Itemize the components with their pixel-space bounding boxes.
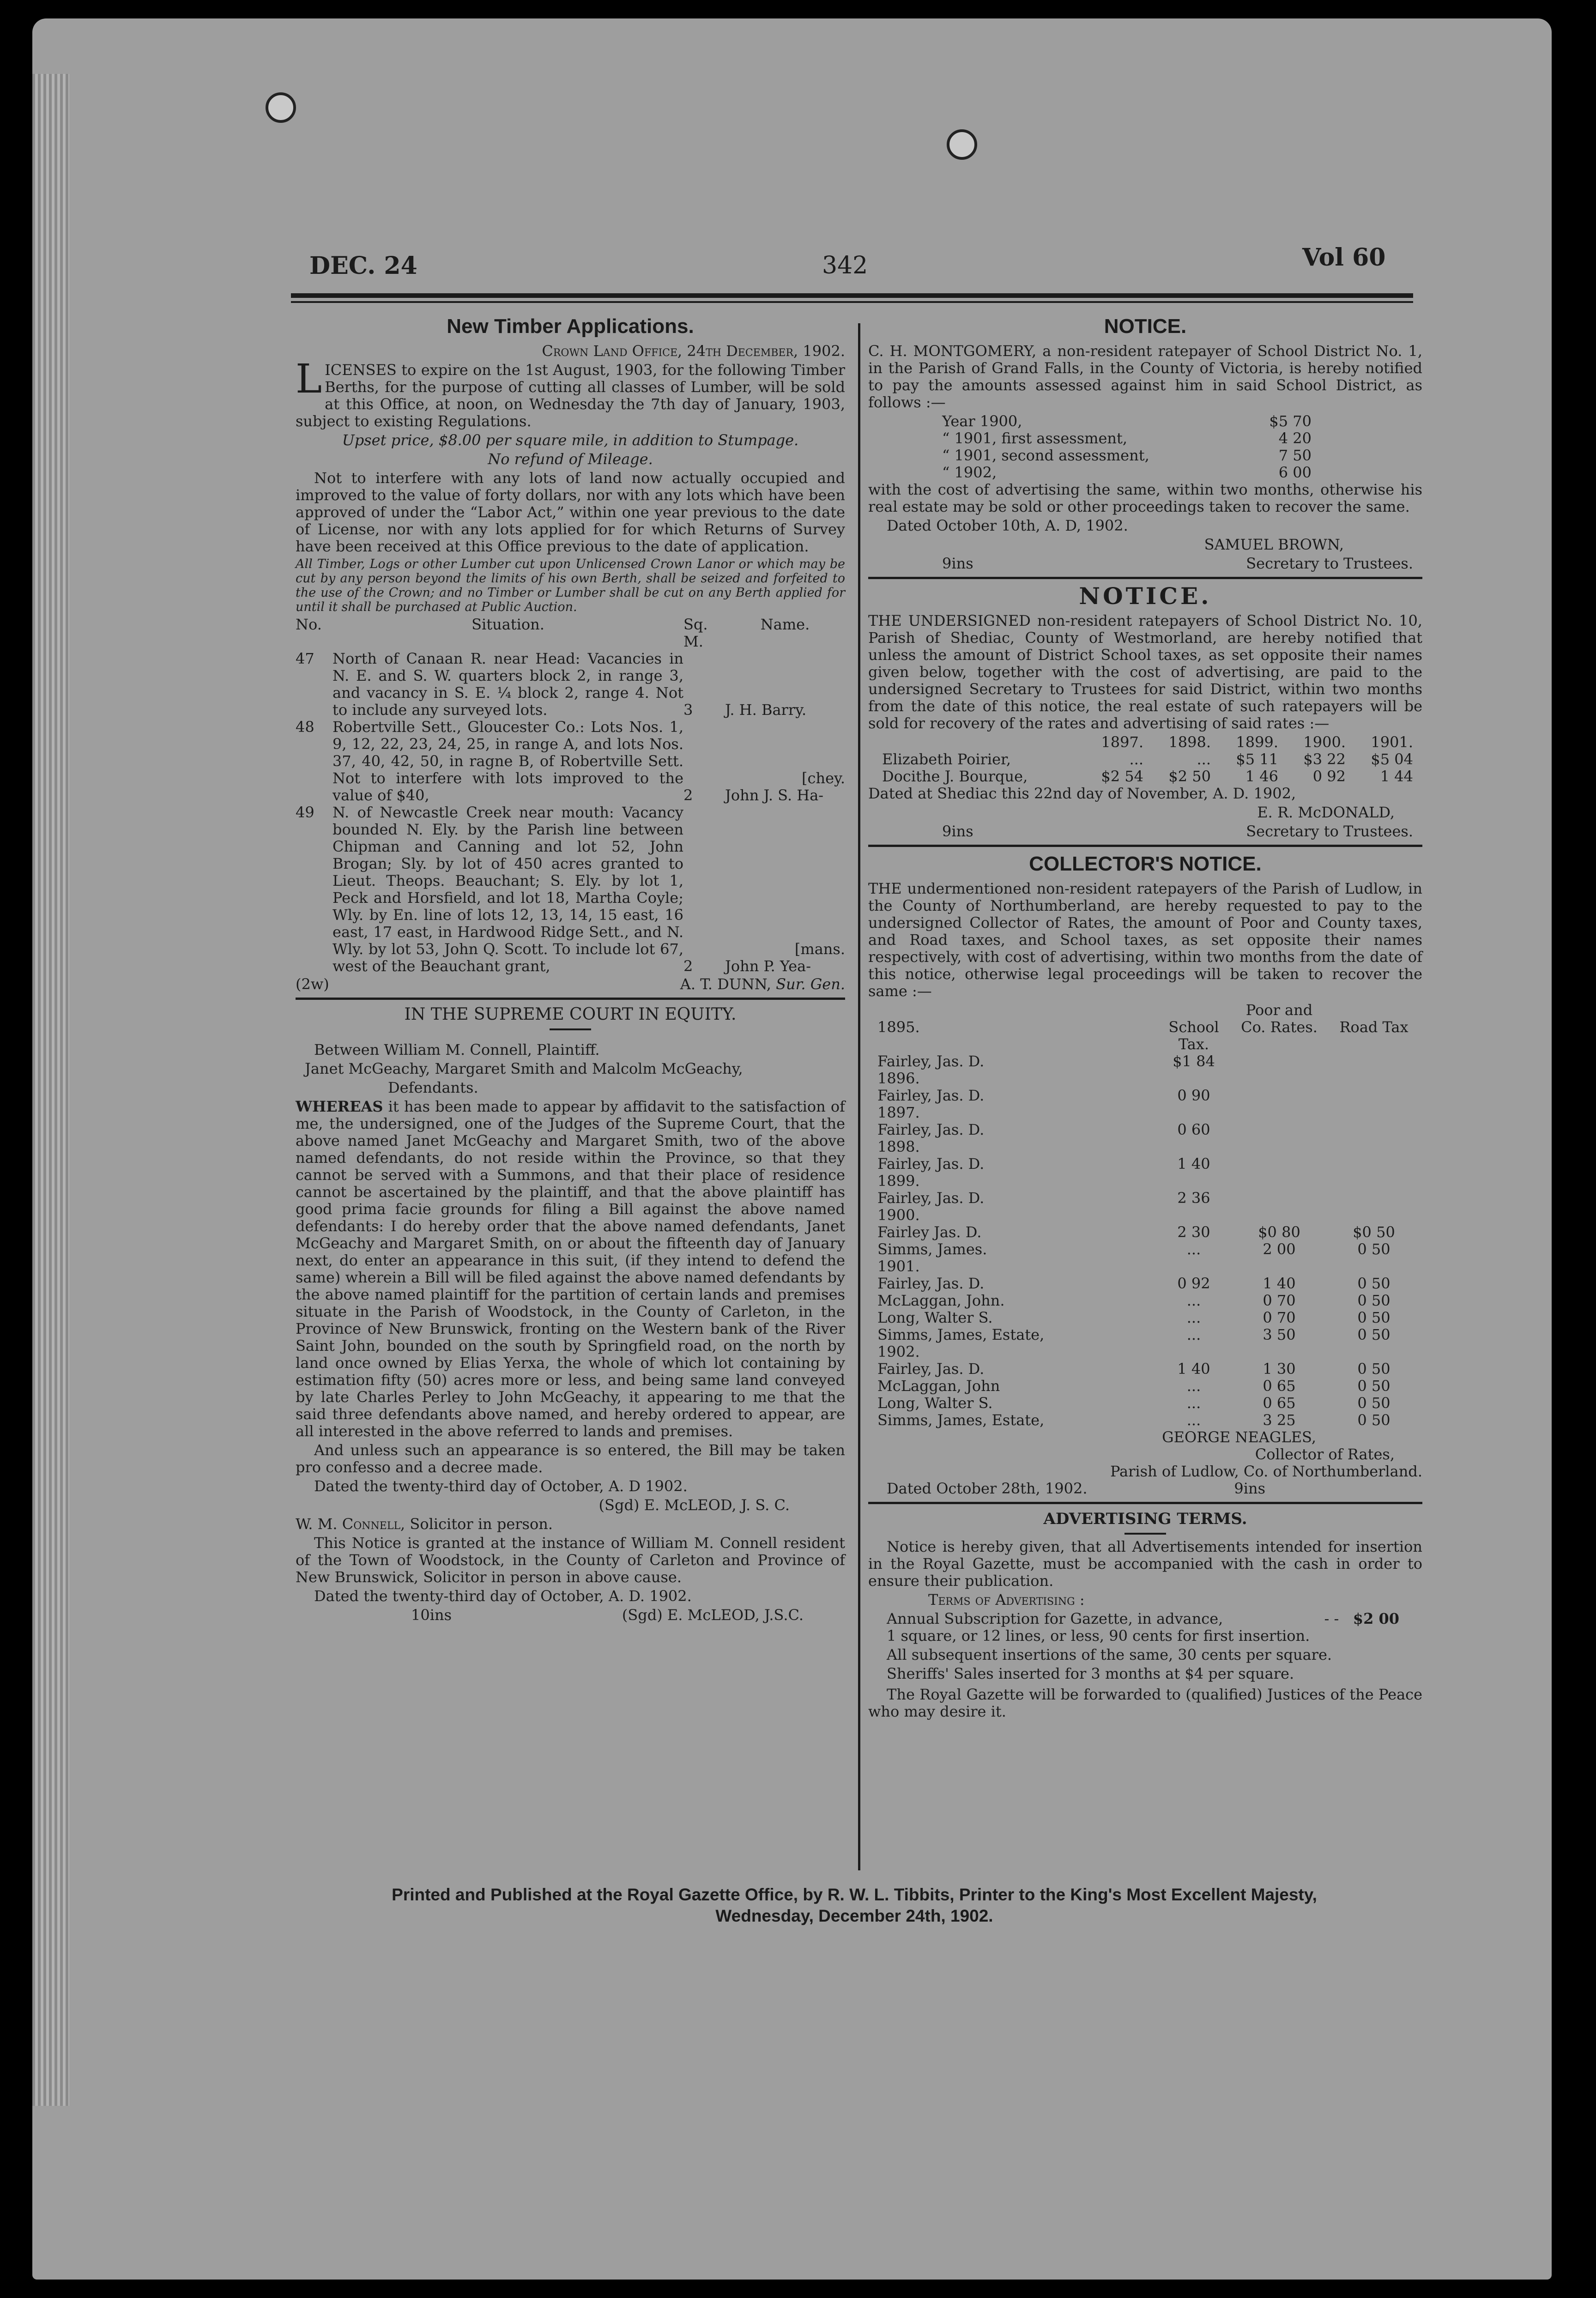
timber-conditions: Not to interfere with any lots of land now actually occupied and improved to the value of forty dollars, nor with any lots which have been approved of under the “Labor Act,” within one year previous to the date of License, nor with any lots applied for for which Returns of Survey have been received at this Office previous to the date of application. (296, 469, 845, 555)
timber-intro: LICENSES to expire on the 1st August, 1903, for the following Timber Berths, for the purpose of cutting all classes of Lumber, will be sold at this Office, at noon, on Wednesday the 7th day of January, 1903, subject to existing Regulations. (296, 356, 845, 430)
table-row: Simms, James, Estate, ... 3 50 0 50 (877, 1326, 1390, 1343)
table-row: Fairley, Jas. D. 0 90 (877, 1087, 1210, 1104)
notice2-signature: 9ins Secretary to Trustees. (942, 822, 1413, 840)
timber-table-head (296, 616, 845, 650)
table-row: “ 1902, 6 00 (942, 464, 1312, 481)
table-row: Fairley, Jas. D. 0 60 (877, 1121, 1210, 1138)
advertising-forward: The Royal Gazette will be forwarded to (qualified) Justices of the Peace who may desire it. (868, 1686, 1422, 1720)
imprint-line-2: Wednesday, December 24th, 1902. (715, 1906, 993, 1925)
notice1-signer: SAMUEL BROWN, (1204, 536, 1344, 553)
table-row: Fairley, Jas. D. 0 92 1 40 0 50 (877, 1275, 1390, 1292)
table-row: Elizabeth Poirier, ... ... $5 11 $3 22 $5 04 (882, 750, 1413, 768)
timber-office-date: Crown Land Office, 24th December, 1902. (542, 342, 845, 360)
table-row: Simms, James. ... 2 00 0 50 (877, 1240, 1390, 1258)
table-row: 1897. 1898. 1899. 1900. 1901. (1101, 733, 1413, 751)
timber-warning: All Timber, Logs or other Lumber cut upon Unlicensed Crown Lanor or which may be cut by any person beyond the limits of his own Berth, shall be seized and forfeited to the use of the Crown; and no Timber or Lumber shall be cut on any Berth applied for until it shall be purchased at Public Auction. (296, 557, 845, 614)
timber-no-refund: No refund of Mileage. (488, 450, 653, 468)
advertising-title: ADVERTISING TERMS. (1043, 1510, 1247, 1528)
notice1-after: with the cost of advertising the same, within two months, otherwise his real estate may be sold or other proceedings taken to recover the same. (868, 481, 1422, 515)
table-row: McLaggan, John. ... 0 70 0 50 (877, 1292, 1390, 1309)
notice1-signature: 9ins Secretary to Trustees. (942, 555, 1413, 572)
notice1-title: NOTICE. (1104, 315, 1187, 338)
court-title: IN THE SUPREME COURT IN EQUITY. (404, 1005, 737, 1024)
table-row: 1900. (877, 1206, 920, 1224)
court-solicitor: W. M. Connell, Solicitor in person. (296, 1515, 553, 1533)
advertising-notice: Notice is hereby given, that all Advertisements intended for insertion in the Royal Gazette, must be accompanied with the cash in order to ensure their publication. (868, 1538, 1422, 1590)
left-column (296, 314, 845, 1624)
advertising-line-1: 1 square, or 12 lines, or less, 90 cents for first insertion. (887, 1627, 1310, 1645)
notice2-body: THE UNDERSIGNED non-resident ratepayers of School District No. 10, Parish of Shediac, County of Westmorland, are hereby notified that unless the amount of District School taxes, as set opposite their names given below, together with the cost of advertising, are paid to the undersigned Secretary to Trustees for said District, within two months from the date of this notice, the real estate of such ratepayers will be sold for recovery of the rates and advertising of said rates :— (868, 612, 1423, 732)
notice2-signer: E. R. McDONALD, (1257, 804, 1395, 821)
column-divider (858, 323, 860, 1870)
header-page-number: 342 (822, 252, 868, 279)
court-parties: Janet McGeachy, Margaret Smith and Malcolm McGeachy, (305, 1060, 743, 1077)
notice2-table (882, 734, 1413, 785)
binding-hole-right (947, 129, 977, 160)
table-row: 48 Robertville Sett., Gloucester Co.: Lots Nos. 1, 9, 12, 22, 23, 24, 25, in range A, and lots Nos. 37, 40, 42, 50, in ragne B, of Robertville Sett. Not to interfere with lots improved to the value of $40, 2 [chey. John J. S. Ha- (296, 718, 845, 804)
table-row: “ 1901, second assessment, 7 50 (942, 447, 1312, 464)
table-row: 1901. (877, 1258, 920, 1275)
page-edge-stack (32, 74, 69, 2106)
table-row: 1902. (877, 1343, 920, 1361)
table-row: Fairley, Jas. D. $1 84 (877, 1052, 1215, 1070)
court-order: WHEREAS it has been made to appear by affidavit to the satisfaction of me, the undersigned, one of the Judges of the Supreme Court, that the above named Janet McGeachy and Margaret Smith, two of the above named defendants, do not reside within the Province, so that they cannot be served with a Summons, and that their place of residence cannot be ascertained by the plaintiff, and that the above plaintiff has good prima facie grounds for filing a Bill against the above named defendants: I do hereby order that the above named defendants, Janet McGeachy and Margaret Smith, on or about the fifteenth day of January next, do enter an appearance in this suit, (if they intend to defend the same) wherein a Bill will be filed against the above named defendants by the above named plaintiff for the partition of certain lands and premises situate in the Parish of Woodstock, in the County of Carleton, in the Province of New Brunswick, fronting on the Western bank of the River Saint John, bounded on the south by Springfield road, on the north by land once owned by Elias Yerxa, the whole of which lot containing by estimation fifty (50) acres more or less, and being same land conveyed by late Charles Perley to John McGeachy, it appearing to me that the said three defendants above named, and hereby ordered to appear, are all interested in the above referred to lands and premises. (296, 1098, 845, 1440)
collector-signer: GEORGE NEAGLES, (1162, 1428, 1316, 1446)
imprint (300, 1884, 1409, 1927)
binding-hole-left (266, 92, 296, 123)
table-row: Docithe J. Bourque, $2 54 $2 50 1 46 0 92 1 44 (882, 768, 1413, 785)
table-row: Long, Walter S. ... 0 65 0 50 (877, 1394, 1390, 1412)
collector-signer-title: Collector of Rates, (1255, 1445, 1395, 1463)
header-volume: Vol 60 (1302, 243, 1386, 272)
table-row: Fairley Jas. D. 2 30 $0 80 $0 50 (877, 1223, 1395, 1241)
header-rule-thin (291, 301, 1413, 303)
notice1-dated: Dated October 10th, A. D, 1902. (887, 517, 1128, 534)
page-header (309, 243, 1399, 289)
advertising-annual: Annual Subscription for Gazette, in advance, - - $2 00 (887, 1610, 1399, 1627)
table-row: 1898. (877, 1138, 920, 1155)
court-unless: And unless such an appearance is so entered, the Bill may be taken pro confesso and a decree made. (296, 1441, 845, 1476)
table-row: “ 1901, first assessment, 4 20 (942, 429, 1312, 447)
notice1-amounts (942, 413, 1312, 481)
court-signature-2: 10ins (Sgd) E. McLEOD, J.S.C. (411, 1606, 804, 1624)
table-row: Year 1900, $5 70 (942, 412, 1312, 430)
collector-table (877, 1002, 1422, 1429)
right-column (868, 314, 1422, 1722)
table-row: Long, Walter S. ... 0 70 0 50 (877, 1309, 1390, 1326)
col-no: No. (296, 616, 322, 633)
timber-title: New Timber Applications. (447, 315, 694, 338)
table-row: Fairley, Jas. D. 1 40 1 30 0 50 (877, 1360, 1390, 1378)
timber-drop-cap: L (296, 356, 322, 402)
advertising-line-2: All subsequent insertions of the same, 30 cents per square. (887, 1646, 1332, 1663)
col-sqm: Sq. M. (683, 616, 708, 650)
timber-upset-price: Upset price, $8.00 per square mile, in addition to Stumpage. (342, 431, 799, 449)
header-rule (291, 293, 1413, 298)
advertising-line-3: Sheriffs' Sales inserted for 3 months at $4 per square. (887, 1665, 1294, 1682)
timber-berths-table (296, 616, 845, 975)
court-dated-1: Dated the twenty-third day of October, A. D 1902. (314, 1477, 688, 1495)
notice2-title: NOTICE. (1079, 582, 1212, 610)
table-row: Fairley, Jas. D. 2 36 (877, 1189, 1210, 1207)
table-row: Simms, James, Estate, ... 3 25 0 50 (877, 1411, 1390, 1429)
imprint-line-1: Printed and Published at the Royal Gazette Office, by R. W. L. Tibbits, Printer to the King's Most Excellent Majesty, (392, 1885, 1317, 1904)
gazette-page (32, 18, 1552, 2280)
court-dated-2: Dated the twenty-third day of October, A. D. 1902. (314, 1587, 692, 1605)
table-row: 1896. (877, 1070, 920, 1087)
court-notice: This Notice is granted at the instance of William M. Connell resident of the Town of Woodstock, in the County of Carleton and Province of New Brunswick, Solicitor in person in above cause. (296, 1534, 845, 1586)
court-signature-1: (Sgd) E. McLEOD, J. S. C. (598, 1496, 790, 1514)
col-name: Name. (760, 616, 810, 633)
table-row: Poor and (1245, 1001, 1313, 1019)
table-row: 1897. (877, 1104, 920, 1121)
timber-signature: (2w) A. T. DUNN, Sur. Gen. (296, 975, 845, 993)
table-row: 1899. (877, 1172, 920, 1190)
court-defendants: Defendants. (388, 1079, 478, 1096)
collector-body: THE undermentioned non-resident ratepayers of the Parish of Ludlow, in the County of Northumberland, are hereby requested to pay to the undersigned Collector of Rates, the amount of Poor and County taxes, and Road taxes, and School taxes, as set opposite their names respectively, with cost of advertising, within two months from the date of this notice, otherwise legal proceedings will be taken to recover the same :— (868, 880, 1422, 1000)
collector-dated: Dated October 28th, 1902. 9ins (887, 1480, 1265, 1497)
header-date: DEC. 24 (309, 252, 417, 280)
table-row: 49 N. of Newcastle Creek near mouth: Vacancy bounded N. Ely. by the Parish line between Chipman and Canning and lot 52, John Brogan; Sly. by lot of 450 acres granted to Lieut. Theops. Beauchant; S. Ely. by lot 1, Peck and Horsfield, and lot 18, Martha Coyle; Wly. by En. line of lots 12, 13, 14, 15 east, 16 east, 17 east, in Hardwood Ridge Sett., and N. Wly. by lot 53, John Q. Scott. To include lot 67, west of the Beauchant grant, 2 [mans. John P. Yea- (296, 804, 845, 975)
collector-signer-place: Parish of Ludlow, Co. of Northumberland. (1110, 1463, 1422, 1480)
court-between: Between William M. Connell, Plaintiff. (314, 1041, 600, 1058)
col-situation: Situation. (472, 616, 544, 633)
table-row: 47 North of Canaan R. near Head: Vacancies in N. E. and S. W. quarters block 2, in range 3, and vacancy in S. E. ¼ block 2, range 4. Not to include any surveyed lots. 3 J. H. Barry. (296, 650, 807, 719)
collector-title: COLLECTOR'S NOTICE. (1029, 853, 1262, 875)
notice2-dated: Dated at Shediac this 22nd day of November, A. D. 1902, (868, 785, 1296, 802)
notice1-body: C. H. MONTGOMERY, a non-resident ratepayer of School District No. 1, in the Parish of Grand Falls, in the County of Victoria, is hereby notified to pay the amounts assessed against him in said School District, as follows :— (868, 342, 1422, 411)
advertising-terms-head: Terms of Advertising : (928, 1591, 1085, 1609)
table-row: McLaggan, John ... 0 65 0 50 (877, 1377, 1390, 1395)
table-row: 1895. School Tax. Co. Rates. Road Tax (877, 1018, 1409, 1053)
table-row: Fairley, Jas. D. 1 40 (877, 1155, 1210, 1173)
